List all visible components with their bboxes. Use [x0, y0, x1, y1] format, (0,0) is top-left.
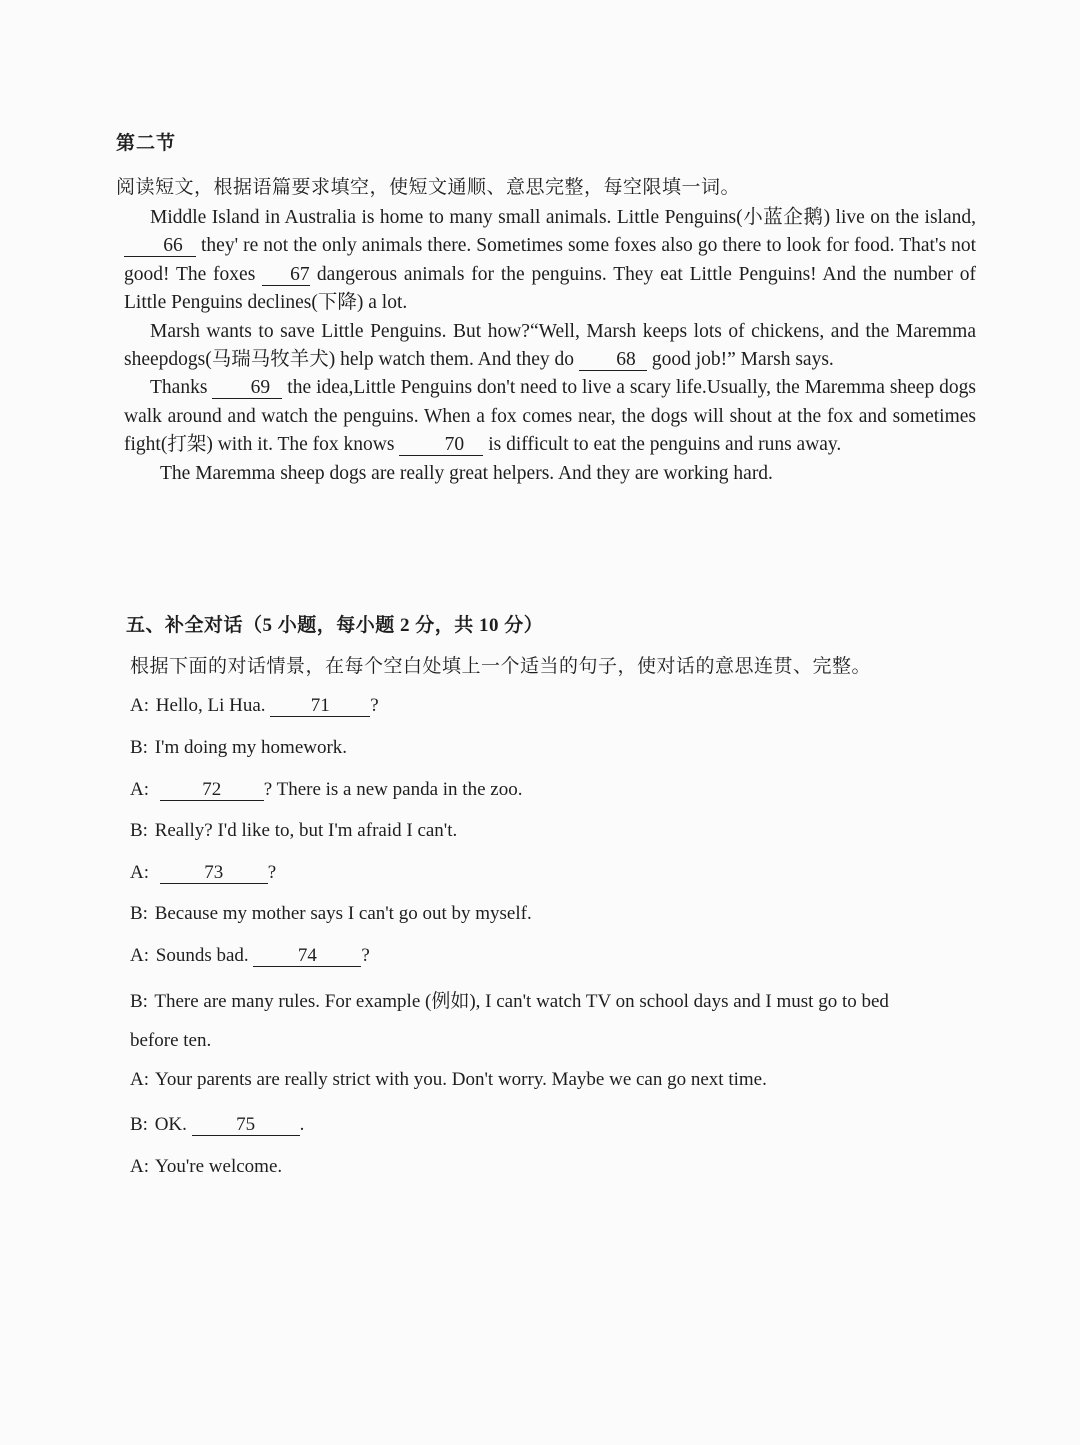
dialog-line-2 [130, 737, 990, 759]
section-5-instruction: 根据下面的对话情景，在每个空白处填上一个适当的句子，使对话的意思连贯、完整。 [130, 656, 872, 677]
dialog-line-1 [130, 695, 990, 717]
dialog-line-11 [130, 1114, 990, 1136]
speaker-label: A: [130, 1069, 149, 1090]
passage-paragraph-2 [124, 318, 976, 375]
speaker-label: B: [130, 991, 148, 1012]
speaker-label: A: [130, 695, 149, 716]
speaker-label: B: [130, 737, 148, 758]
blank-66: 66 [124, 236, 196, 257]
dialog-text: ? [361, 945, 370, 966]
blank-72: 72 [160, 780, 264, 801]
dialog-line-8 [130, 986, 1000, 1013]
dialog-text: Your parents are really strict with you. Don't worry. Maybe we can go next time. [155, 1069, 767, 1090]
passage-text: they' re not the only animals there. Sometimes some foxes also go there to look for food. That's not good! The foxes [124, 235, 976, 285]
reading-passage [124, 204, 976, 488]
section-2-instruction: 阅读短文，根据语篇要求填空，使短文通顺、意思完整，每空限填一词。 [116, 177, 741, 198]
dialog-text: ? [370, 695, 379, 716]
blank-67: 67 [262, 265, 310, 286]
dialog-line-10 [130, 1069, 990, 1091]
speaker-label: B: [130, 1114, 148, 1135]
passage-text: dangerous animals for the penguins. They eat Little Penguins! And the number of Little Penguins declines(下降) a lot. [124, 263, 976, 314]
blank-68: 68 [579, 350, 647, 371]
blank-70: 70 [399, 435, 483, 456]
speaker-label: B: [130, 903, 148, 924]
blank-75: 75 [192, 1115, 300, 1136]
dialog-line-4 [130, 820, 990, 842]
dialog-text: OK. [154, 1114, 192, 1135]
section-5-title: 五、补全对话（5 小题，每小题 2 分，共 10 分） [126, 615, 544, 636]
passage-text: is difficult to eat the penguins and runs away. [483, 434, 842, 456]
passage-paragraph-4: The Maremma sheep dogs are really great helpers. And they are working hard. [160, 462, 773, 484]
dialog-text: ? There is a new panda in the zoo. [263, 779, 523, 800]
dialog-line-3 [130, 779, 990, 801]
passage-text: good job!” Marsh says. [646, 349, 834, 371]
dialog-line-7 [130, 945, 990, 967]
dialog-text: I'm doing my homework. [154, 737, 348, 758]
dialog-line-6 [130, 903, 990, 925]
passage-text: Marsh wants to save Little Penguins. But how?“Well, Marsh keeps lots of chickens, and the Maremma sheepdogs(马瑞马牧羊犬) help watch them. And they do [124, 320, 976, 371]
passage-text: Thanks [150, 377, 213, 399]
passage-text: Middle Island in Australia is home to many small animals. Little Penguins(小蓝企鹅) live on the island, [150, 207, 976, 228]
dialog-line-12 [130, 1156, 990, 1178]
speaker-label: A: [130, 1156, 149, 1177]
speaker-label: A: [130, 862, 149, 883]
dialog-text: Really? I'd like to, but I'm afraid I can't. [154, 820, 458, 841]
dialog-text: You're welcome. [155, 1156, 283, 1177]
speaker-label: A: [130, 779, 149, 800]
passage-paragraph-3 [124, 374, 976, 459]
dialog-line-9 [130, 1030, 990, 1052]
dialog-text: Sounds bad. [155, 945, 254, 966]
dialog-text: Because my mother says I can't go out by myself. [154, 903, 532, 924]
dialog-line-5 [130, 862, 990, 884]
speaker-label: B: [130, 820, 148, 841]
dialog-text: before ten. [130, 1030, 212, 1051]
passage-paragraph-1 [124, 204, 976, 318]
dialog-text: ? [267, 862, 277, 883]
dialog-text: There are many rules. For example (例如), I can't watch TV on school days and I must go to bed [154, 991, 889, 1012]
dialog-text: . [299, 1114, 305, 1135]
speaker-label: A: [130, 945, 149, 966]
blank-71: 71 [270, 696, 370, 717]
blank-73: 73 [160, 863, 268, 884]
blank-69: 69 [212, 378, 282, 399]
blank-74: 74 [253, 946, 361, 967]
passage-text: the idea,Little Penguins don't need to live a scary life.Usually, the Maremma sheep dogs walk around and watch the penguins. When a fox comes near, the dogs will shout at the fox and sometimes fight(打架) with it. The fox knows [124, 377, 976, 456]
dialog-text: Hello, Li Hua. [155, 695, 271, 716]
section-2-title: 第二节 [116, 133, 177, 154]
